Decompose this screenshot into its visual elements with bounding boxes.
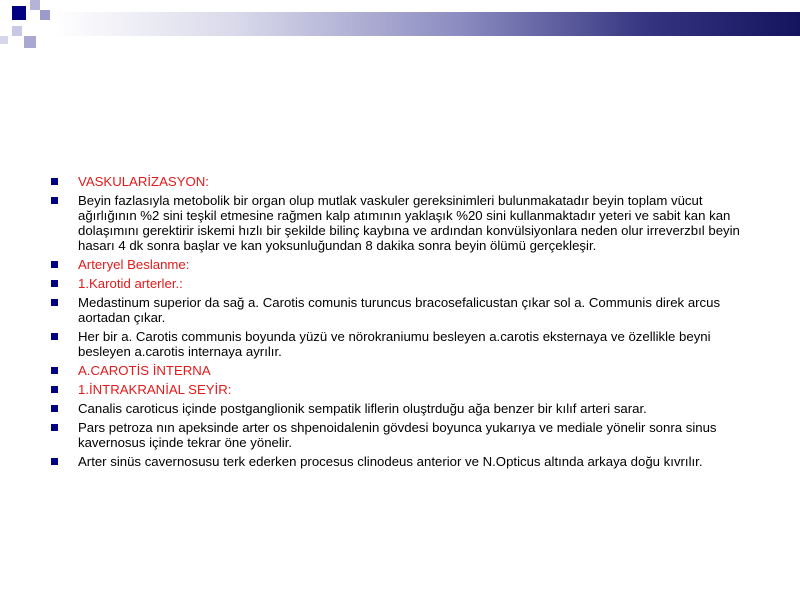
list-item xyxy=(50,401,755,416)
list-item xyxy=(50,454,755,469)
list-item-text: Arteryel Beslanme: xyxy=(78,257,190,272)
square-bullet-icon xyxy=(51,299,58,306)
square-bullet-icon xyxy=(51,367,58,374)
list-item xyxy=(50,382,755,397)
list-item xyxy=(50,257,755,272)
bullet-list xyxy=(50,174,755,473)
list-item-text: Medastinum superior da sağ a. Carotis comunis turuncus bracosefalicustan çıkar sol a. Communis direk arcus aortadan çıkar. xyxy=(78,295,721,325)
decor-square-light xyxy=(12,26,22,36)
square-bullet-icon xyxy=(51,178,58,185)
list-item-text: Canalis caroticus içinde postganglionik sempatik liflerin oluştrduğu ağa benzer bir kılıf arteri sarar. xyxy=(78,401,647,416)
list-item xyxy=(50,276,755,291)
list-item xyxy=(50,295,755,325)
list-item-text: 1.Karotid arterler.: xyxy=(78,276,183,291)
list-item xyxy=(50,174,755,189)
square-bullet-icon xyxy=(51,280,58,287)
list-item-text: A.CAROTİS İNTERNA xyxy=(78,363,211,378)
decor-square-light xyxy=(24,36,36,48)
decor-square-light xyxy=(30,0,40,10)
decor-square-navy xyxy=(12,6,26,20)
list-item xyxy=(50,363,755,378)
square-bullet-icon xyxy=(51,458,58,465)
square-bullet-icon xyxy=(51,386,58,393)
list-item xyxy=(50,420,755,450)
square-bullet-icon xyxy=(51,333,58,340)
square-bullet-icon xyxy=(51,405,58,412)
list-item-text: 1.İNTRAKRANİAL SEYİR: xyxy=(78,382,232,397)
decor-square-light xyxy=(40,10,50,20)
square-bullet-icon xyxy=(51,197,58,204)
list-item xyxy=(50,193,755,253)
decor-square-light xyxy=(0,36,8,44)
list-item-text: Arter sinüs cavernosusu terk ederken procesus clinodeus anterior ve N.Opticus altında arkaya doğu kıvrılır. xyxy=(78,454,703,469)
square-bullet-icon xyxy=(51,261,58,268)
list-item-text: Beyin fazlasıyla metobolik bir organ olup mutlak vaskuler gereksinimleri bulunmakatadır beyin toplam vücut ağırlığının %2 sini teşkil etmesine rağmen kalp atımının yaklaşık %20 sini kullanmaktadır yeteri ve sabit kan kan dolaşımını gerektirir iskemi hızlı bir şekilde bilinç kaybına ve ardından konvülsiyonlara neden olur irreverzbıl beyin hasarı 4 dk sonra başlar ve kan yoksunluğundan 8 dakika sonra beyin ölümü gerçekleşir. xyxy=(78,193,740,253)
title-gradient-bar xyxy=(54,12,800,36)
list-item xyxy=(50,329,755,359)
square-bullet-icon xyxy=(51,424,58,431)
list-item-text: VASKULARİZASYON: xyxy=(78,174,209,189)
list-item-text: Pars petroza nın apeksinde arter os shpenoidalenin gövdesi boyunca yukarıya ve mediale yönelir sonra sinus kavernosus içinde tekrar öne yönelir. xyxy=(78,420,717,450)
list-item-text: Her bir a. Carotis communis boyunda yüzü ve nörokraniumu besleyen a.carotis eksternaya ve özellikle beyni besleyen a.carotis internaya ayrılır. xyxy=(78,329,711,359)
